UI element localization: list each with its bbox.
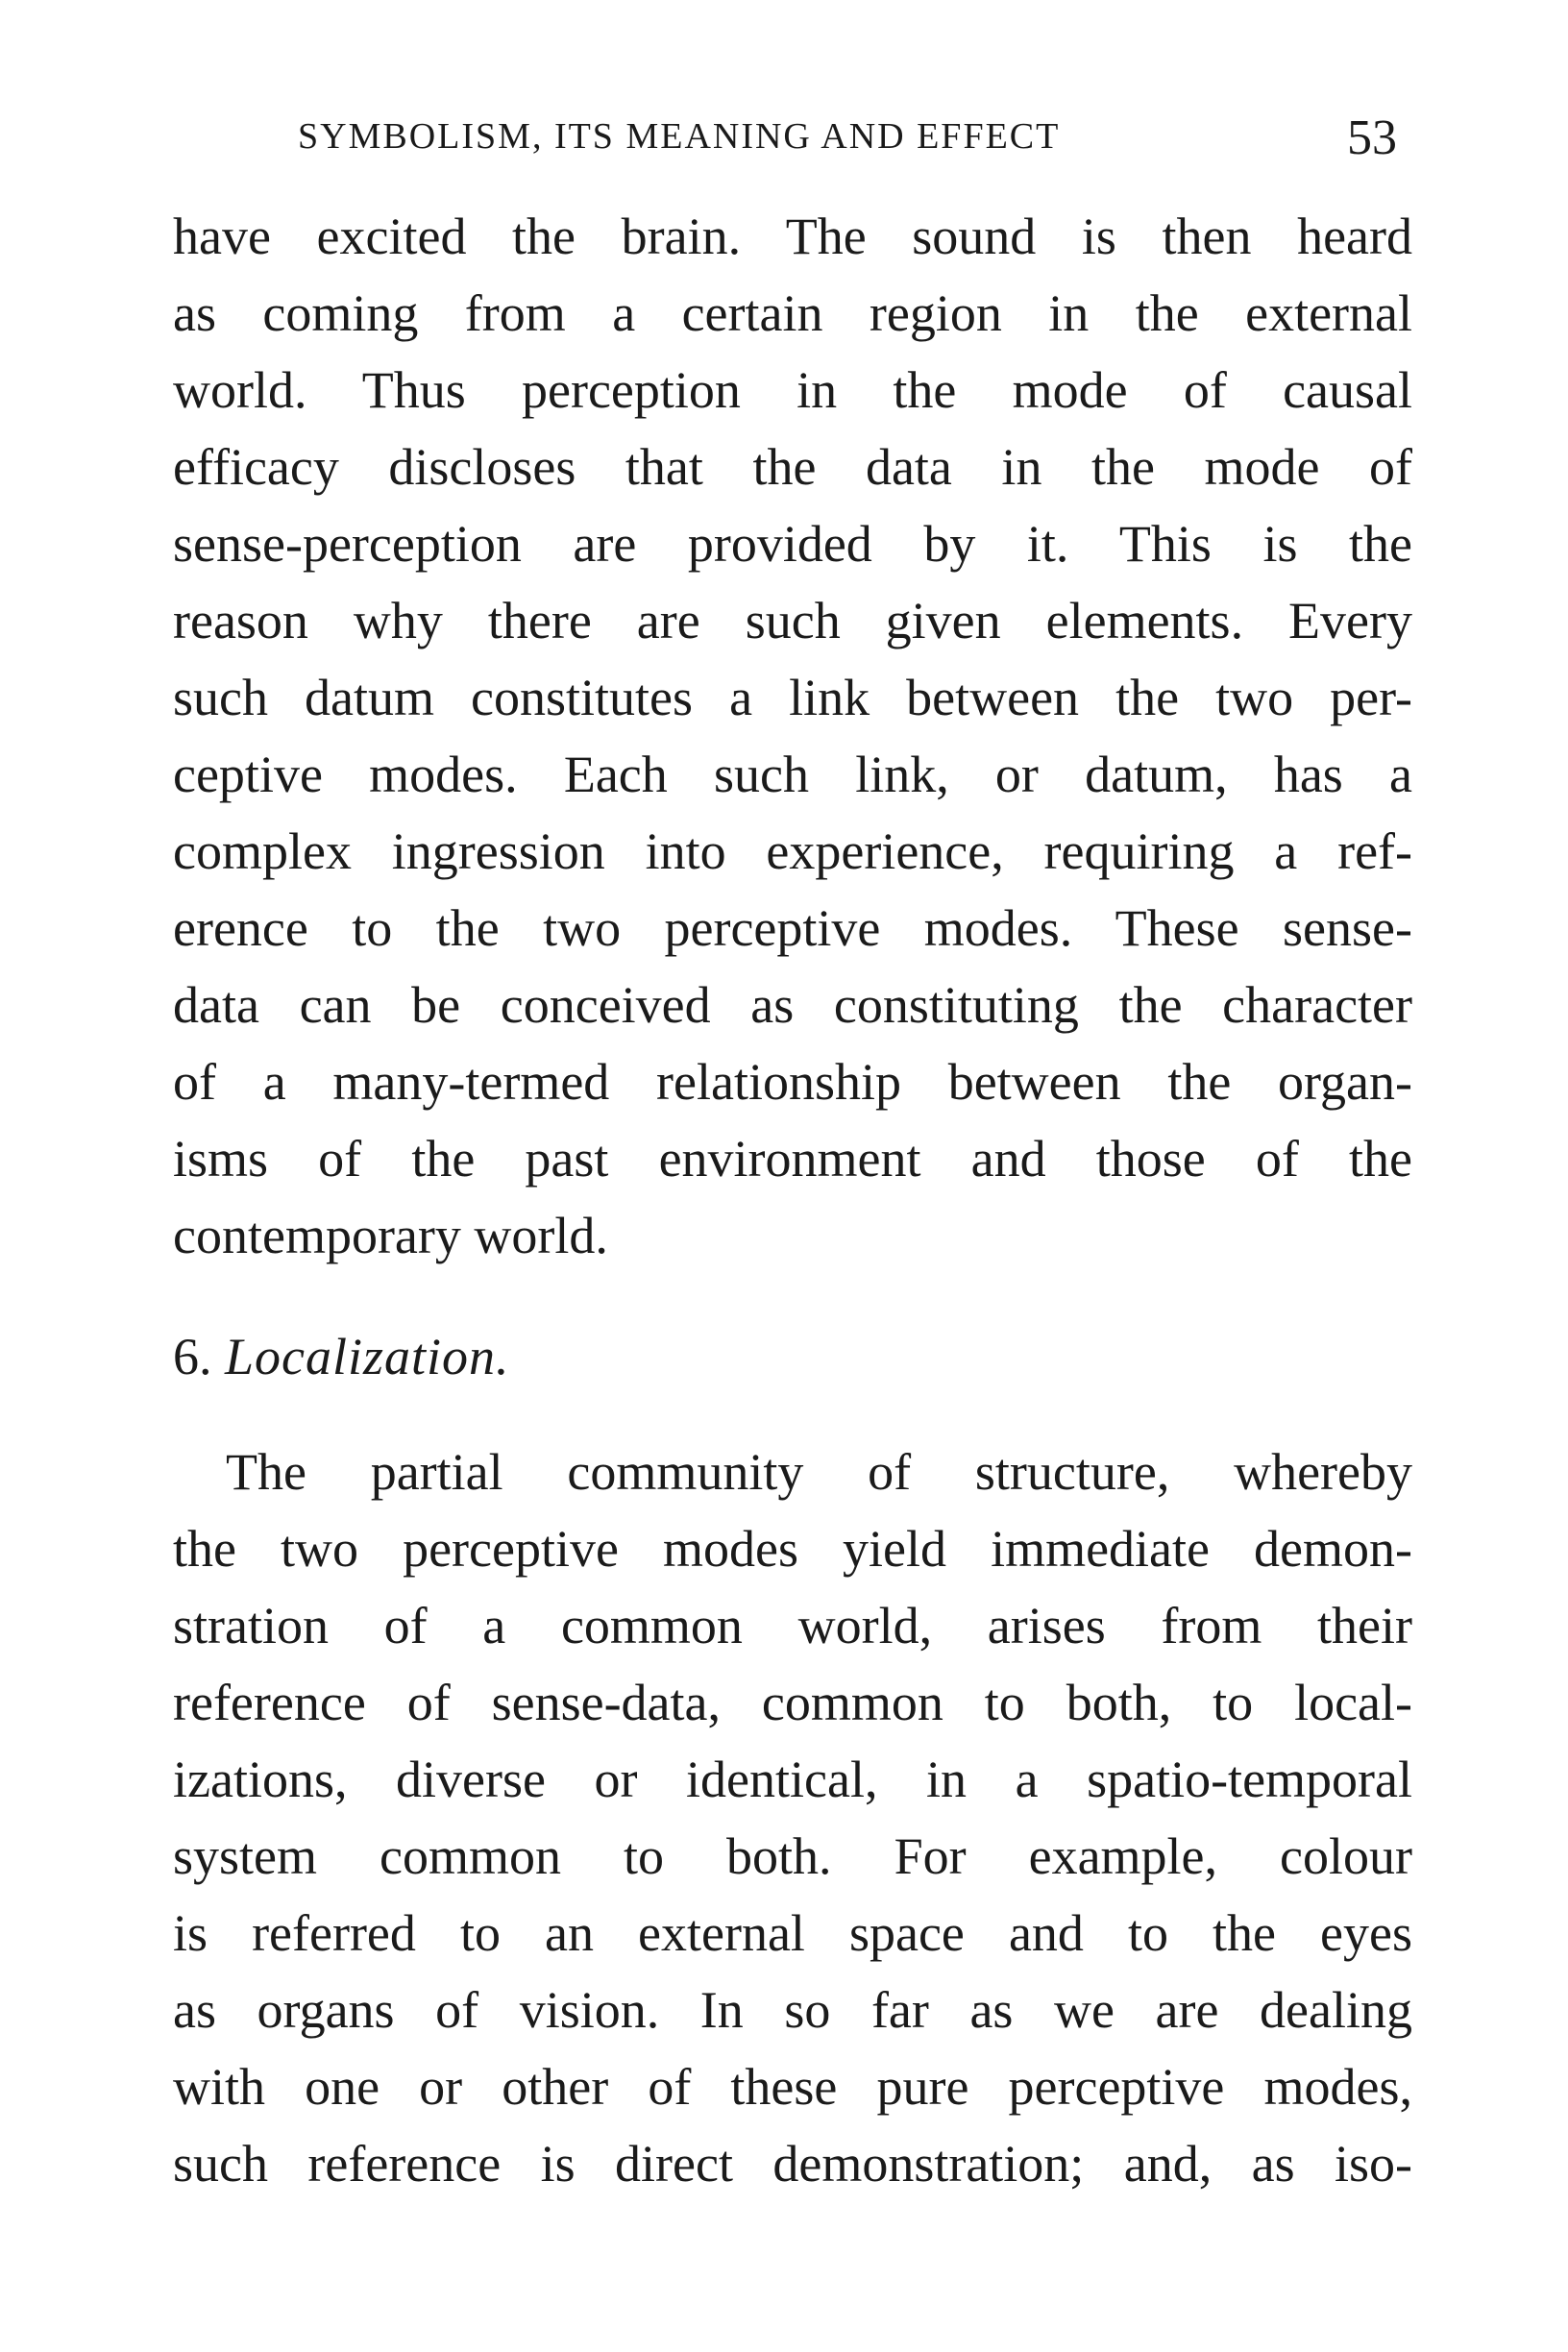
paragraph-2-line: such reference is direct demonstration; and, as iso- [173,2135,1412,2193]
page-number: 53 [1347,110,1397,165]
paragraph-1-line: contemporary world. [173,1207,608,1264]
paragraph-2-line: as organs of vision. In so far as we are dealing [173,1981,1412,2039]
paragraph-2-line: with one or other of these pure perceptive modes, [173,2058,1412,2116]
paragraph-1-line: efficacy discloses that the data in the mode of [173,438,1412,496]
paragraph-1-line: as coming from a certain region in the external [173,284,1412,342]
paragraph-1-line: data can be conceived as constituting the character [173,976,1412,1034]
paragraph-1-line: erence to the two perceptive modes. These sense- [173,899,1412,957]
section-number: 6. [173,1328,212,1385]
paragraph-2-line: is referred to an external space and to the eyes [173,1904,1412,1962]
paragraph-2-line: reference of sense-data, common to both, to local- [173,1674,1412,1731]
paragraph-2-line: izations, diverse or identical, in a spatio-temporal [173,1751,1412,1808]
paragraph-1-line: sense-perception are provided by it. This is the [173,515,1412,573]
running-head: SYMBOLISM, ITS MEANING AND EFFECT [298,116,1061,157]
paragraph-2-line: The partial community of structure, whereby [226,1443,1412,1501]
paragraph-1-line: world. Thus perception in the mode of causal [173,361,1412,419]
section-heading [173,1318,510,1395]
paragraph-1-line: of a many-termed relationship between the organ- [173,1053,1412,1111]
paragraph-1-line: isms of the past environment and those of the [173,1130,1412,1188]
paragraph-2-line: system common to both. For example, colour [173,1827,1412,1885]
section-title: Localization. [225,1328,510,1385]
paragraph-1-line: reason why there are such given elements. Every [173,592,1412,649]
paragraph-1-line: have excited the brain. The sound is then heard [173,208,1412,265]
paragraph-2-line: stration of a common world, arises from their [173,1597,1412,1654]
paragraph-2-line: the two perceptive modes yield immediate demon- [173,1520,1412,1578]
paragraph-1-line: such datum constitutes a link between the two per- [173,669,1412,726]
paragraph-1-line: ceptive modes. Each such link, or datum, has a [173,746,1412,803]
paragraph-1-line: complex ingression into experience, requiring a ref- [173,822,1412,880]
